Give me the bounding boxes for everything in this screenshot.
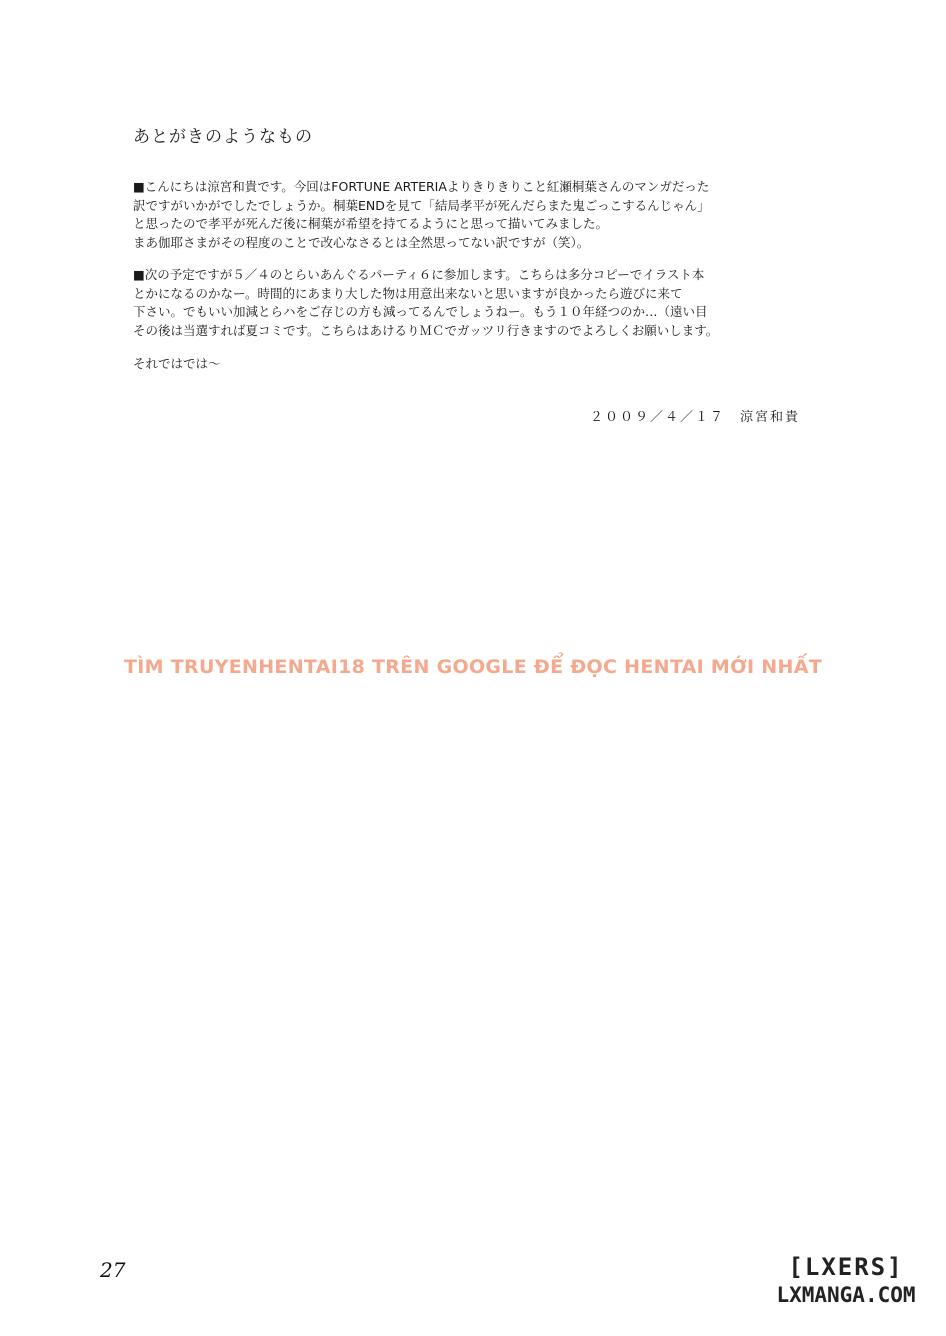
paragraph-line: 訳ですがいかがでしたでしょうか。桐葉ENDを見て「結局孝平が死んだらまた鬼ごっこするんじゃん」: [133, 197, 710, 213]
watermark-text: TÌM TRUYENHENTAI18 TRÊN GOOGLE ĐỂ ĐỌC HENTAI MỚI NHẤT: [124, 656, 822, 678]
paragraph-line: ■こんにちは涼宮和貴です。今回はFORTUNE ARTERIAよりきりきりこと紅瀬桐葉さんのマンガだった: [133, 179, 710, 194]
afterword-paragraph-1: [133, 178, 833, 252]
paragraph-line: と思ったので孝平が死んだ後に桐葉が希望を持てるようにと思って描いてみました。: [133, 216, 609, 231]
paragraph-line: ■次の予定ですが５／４のとらいあんぐるパーティ６に参加します。こちらは多分コピーでイラスト本: [133, 267, 705, 282]
paragraph-line: まあ伽耶さまがその程度のことで改心なさるとは全然思ってない訳ですが（笑）。: [133, 234, 590, 250]
paragraph-line: とかになるのかなー。時間的にあまり大した物は用意出来ないと思いますが良かったら遊びに来て: [133, 285, 683, 301]
paragraph-line: その後は当選すれば夏コミです。こちらはあけるりＭＣでガッツリ行きますのでよろしくお願いします。: [133, 322, 719, 338]
afterword-paragraph-2: [133, 266, 833, 340]
logo-line-2: LXMANGA.COM: [776, 1283, 916, 1307]
logo-line-1: [LXERS]: [788, 1253, 904, 1281]
paragraph-line: 下さい。でもいい加減とらハをご存じの方も減ってるんでしょうねー。もう１０年経つのか…（遠い目: [133, 304, 708, 319]
afterword-heading: あとがきのようなもの: [133, 127, 313, 147]
closing-line: それではでは～: [133, 356, 221, 371]
page-number: 27: [100, 1258, 126, 1282]
site-logo: [760, 1255, 932, 1306]
date-signature: ２００９／４／１７ 涼宮和貴: [590, 410, 801, 425]
